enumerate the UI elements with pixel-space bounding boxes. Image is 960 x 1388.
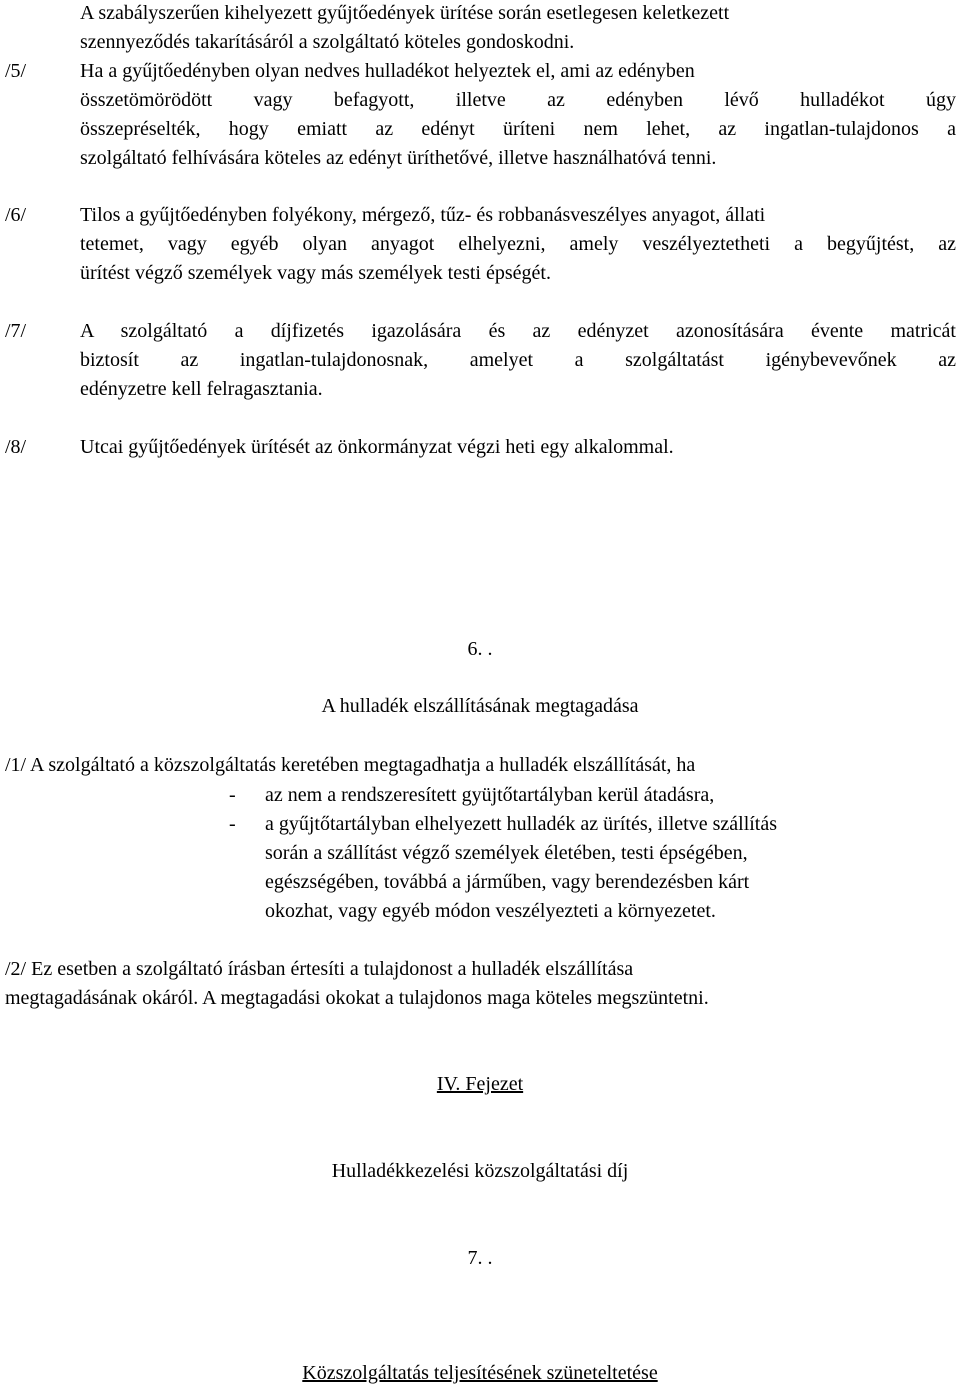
paragraph-4-line-2: szennyeződés takarításáról a szolgáltató köteles gondoskodni. xyxy=(80,31,575,53)
paragraph-6-line-3: ürítést végző személyek vagy más személyek testi épségét. xyxy=(80,262,551,284)
paragraph-5-line-4: szolgáltató felhívására köteles az edényt üríthetővé, illetve használhatóvá tenni. xyxy=(80,147,717,169)
section-7-title: Közszolgáltatás teljesítésének szüneteltetése xyxy=(302,1362,658,1384)
paragraph-5-line-2: összetömörödött vagy befagyott, illetve az edényben lévő hulladékot úgy xyxy=(80,89,956,111)
section-6-paragraph-2-line-2: megtagadásának okáról. A megtagadási okokat a tulajdonos maga köteles megszüntetni. xyxy=(5,987,709,1009)
paragraph-5-line-1: Ha a gyűjtőedényben olyan nedves hulladékot helyeztek el, ami az edényben xyxy=(80,60,695,82)
paragraph-6-number: /6/ xyxy=(5,204,27,226)
bullet-2-line-3: egészségében, továbbá a járműben, vagy berendezésben kárt xyxy=(265,871,750,893)
bullet-1-line-1: az nem a rendszeresített gyüjtőtartályban kerül átadásra, xyxy=(265,784,715,806)
section-6-title: A hulladék elszállításának megtagadása xyxy=(321,695,639,717)
paragraph-7-number: /7/ xyxy=(5,320,27,342)
bullet-2-line-4: okozhat, vagy egyéb módon veszélyezteti a környezetet. xyxy=(265,900,716,922)
paragraph-6-line-1: Tilos a gyűjtőedényben folyékony, mérgező, tűz- és robbanásveszélyes anyagot, állati xyxy=(80,204,766,226)
paragraph-7-line-2: biztosít az ingatlan-tulajdonosnak, amelyet a szolgáltatást igénybevevőnek az xyxy=(80,349,956,371)
chapter-title: IV. Fejezet xyxy=(436,1073,524,1095)
section-6-number: 6. . xyxy=(467,638,493,660)
section-6-paragraph-1: /1/ A szolgáltató a közszolgáltatás keretében megtagadhatja a hulladék elszállítását, ha xyxy=(5,754,696,776)
bullet-2-dash: - xyxy=(229,813,236,835)
bullet-2-line-2: során a szállítást végző személyek életében, testi épségében, xyxy=(265,842,748,864)
chapter-subtitle: Hulladékkezelési közszolgáltatási díj xyxy=(331,1160,629,1182)
section-6-paragraph-2-line-1: /2/ Ez esetben a szolgáltató írásban értesíti a tulajdonost a hulladék elszállítása xyxy=(5,958,634,980)
paragraph-4-line-1: A szabályszerűen kihelyezett gyűjtőedények ürítése során esetlegesen keletkezett xyxy=(80,2,730,24)
paragraph-7-line-3: edényzetre kell felragasztania. xyxy=(80,378,323,400)
paragraph-7-line-1: A szolgáltató a díjfizetés igazolására és az edényzet azonosítására évente matricát xyxy=(80,320,956,342)
paragraph-8-number: /8/ xyxy=(5,436,27,458)
section-7-number: 7. . xyxy=(467,1247,493,1269)
paragraph-5-number: /5/ xyxy=(5,60,27,82)
paragraph-8-text: Utcai gyűjtőedények ürítését az önkormányzat végzi heti egy alkalommal. xyxy=(80,436,674,458)
bullet-2-line-1: a gyűjtőtartályban elhelyezett hulladék az ürítés, illetve szállítás xyxy=(265,813,778,835)
paragraph-6-line-2: tetemet, vagy egyéb olyan anyagot elhelyezni, amely veszélyeztetheti a begyűjtést, az xyxy=(80,233,956,255)
paragraph-5-line-3: összepréselték, hogy emiatt az edényt üríteni nem lehet, az ingatlan-tulajdonos a xyxy=(80,118,956,140)
bullet-1-dash: - xyxy=(229,784,236,806)
